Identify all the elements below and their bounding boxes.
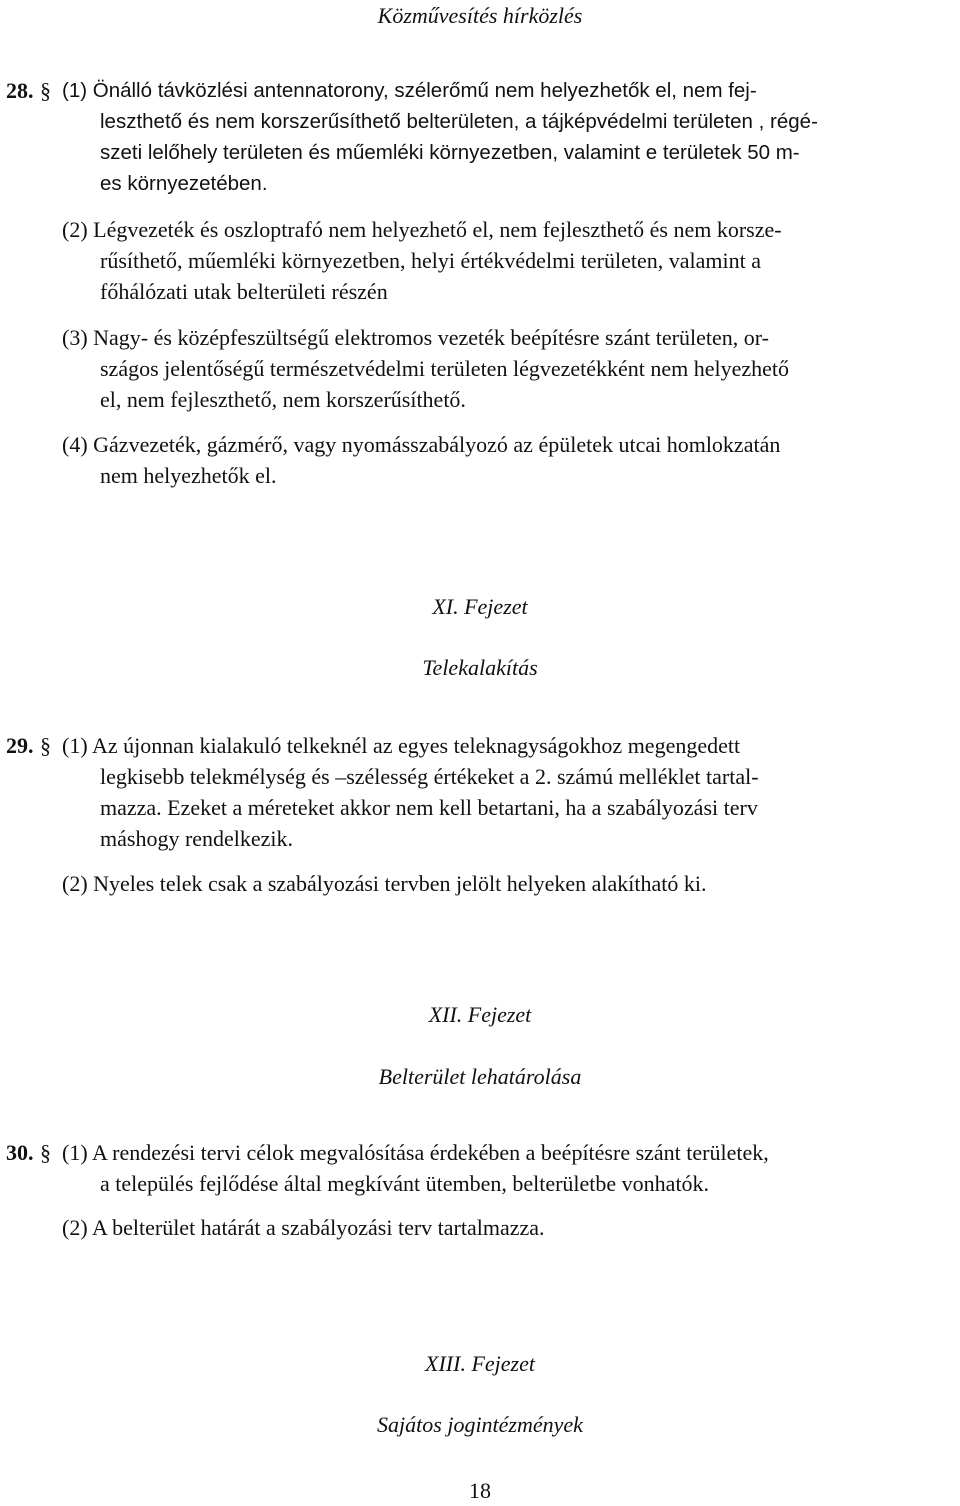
text-line: a település fejlődése által megkívánt ütemben, belterületbe vonhatók. [100, 1171, 710, 1196]
text-line: (2) Nyeles telek csak a szabályozási tervben jelölt helyeken alakítható ki. [62, 871, 707, 896]
paragraph-29-2 [62, 868, 956, 899]
paragraph-28-4 [62, 429, 956, 491]
text-line: legkisebb telekmélység és –szélesség értékeket a 2. számú melléklet tartal- [100, 764, 759, 789]
paragraph-30-2 [62, 1212, 956, 1243]
paragraph-28-1 [62, 75, 956, 199]
chapter-title: Telekalakítás [422, 655, 538, 680]
text-line: es környezetében. [100, 172, 268, 195]
page-header-title: Közművesítés hírközlés [377, 3, 583, 28]
chapter-heading: XI. Fejezet [432, 594, 528, 619]
paragraph-28-3 [62, 322, 956, 415]
paragraph-30-1 [62, 1137, 956, 1199]
text-line: nem helyezhetők el. [100, 463, 277, 488]
text-line: el, nem fejleszthető, nem korszerűsíthető. [100, 387, 466, 412]
text-line: mazza. Ezeket a méreteket akkor nem kell betartani, ha a szabályozási terv [100, 795, 758, 820]
paragraph-29-1 [62, 730, 956, 854]
chapter-heading: XII. Fejezet [428, 1002, 532, 1027]
section-number: 30. [6, 1140, 34, 1165]
text-line: (1) Az újonnan kialakuló telkeknél az egyes teleknagyságokhoz megengedett [62, 733, 741, 758]
text-line: (1) A rendezési tervi célok megvalósítása érdekében a beépítésre szánt területek, [62, 1140, 769, 1165]
text-line: (2) Légvezeték és oszloptrafó nem helyezhető el, nem fejleszthető és nem korsze- [62, 217, 782, 242]
section-number: 29. [6, 733, 34, 758]
text-line: máshogy rendelkezik. [100, 826, 294, 851]
text-line: (1) Önálló távközlési antennatorony, szélerőmű nem helyezhetők el, nem fej- [62, 79, 757, 102]
text-line: rűsíthető, műemléki környezetben, helyi értékvédelmi területen, valamint a [100, 248, 761, 273]
paragraph-28-2 [62, 214, 956, 307]
chapter-title: Sajátos jogintézmények [377, 1412, 583, 1437]
page-number: 18 [469, 1478, 491, 1503]
section-sign: § [40, 733, 51, 758]
text-line: (3) Nagy- és középfeszültségű elektromos vezeték beépítésre szánt területen, or- [62, 325, 769, 350]
text-line: (4) Gázvezeték, gázmérő, vagy nyomásszabályozó az épületek utcai homlokzatán [62, 432, 781, 457]
text-line: (2) A belterület határát a szabályozási terv tartalmazza. [62, 1215, 545, 1240]
section-sign: § [40, 1140, 51, 1165]
section-number: 28. [6, 78, 34, 103]
text-line: szeti lelőhely területen és műemléki környezetben, valamint e területek 50 m- [100, 141, 800, 164]
text-line: főhálózati utak belterületi részén [100, 279, 388, 304]
text-line: szágos jelentőségű természetvédelmi területen légvezetékként nem helyezhető [100, 356, 790, 381]
section-sign: § [40, 78, 51, 103]
chapter-heading: XIII. Fejezet [425, 1351, 535, 1376]
chapter-title: Belterület lehatárolása [378, 1064, 582, 1089]
text-line: leszthető és nem korszerűsíthető belterületen, a tájképvédelmi területen , régé- [100, 110, 818, 133]
